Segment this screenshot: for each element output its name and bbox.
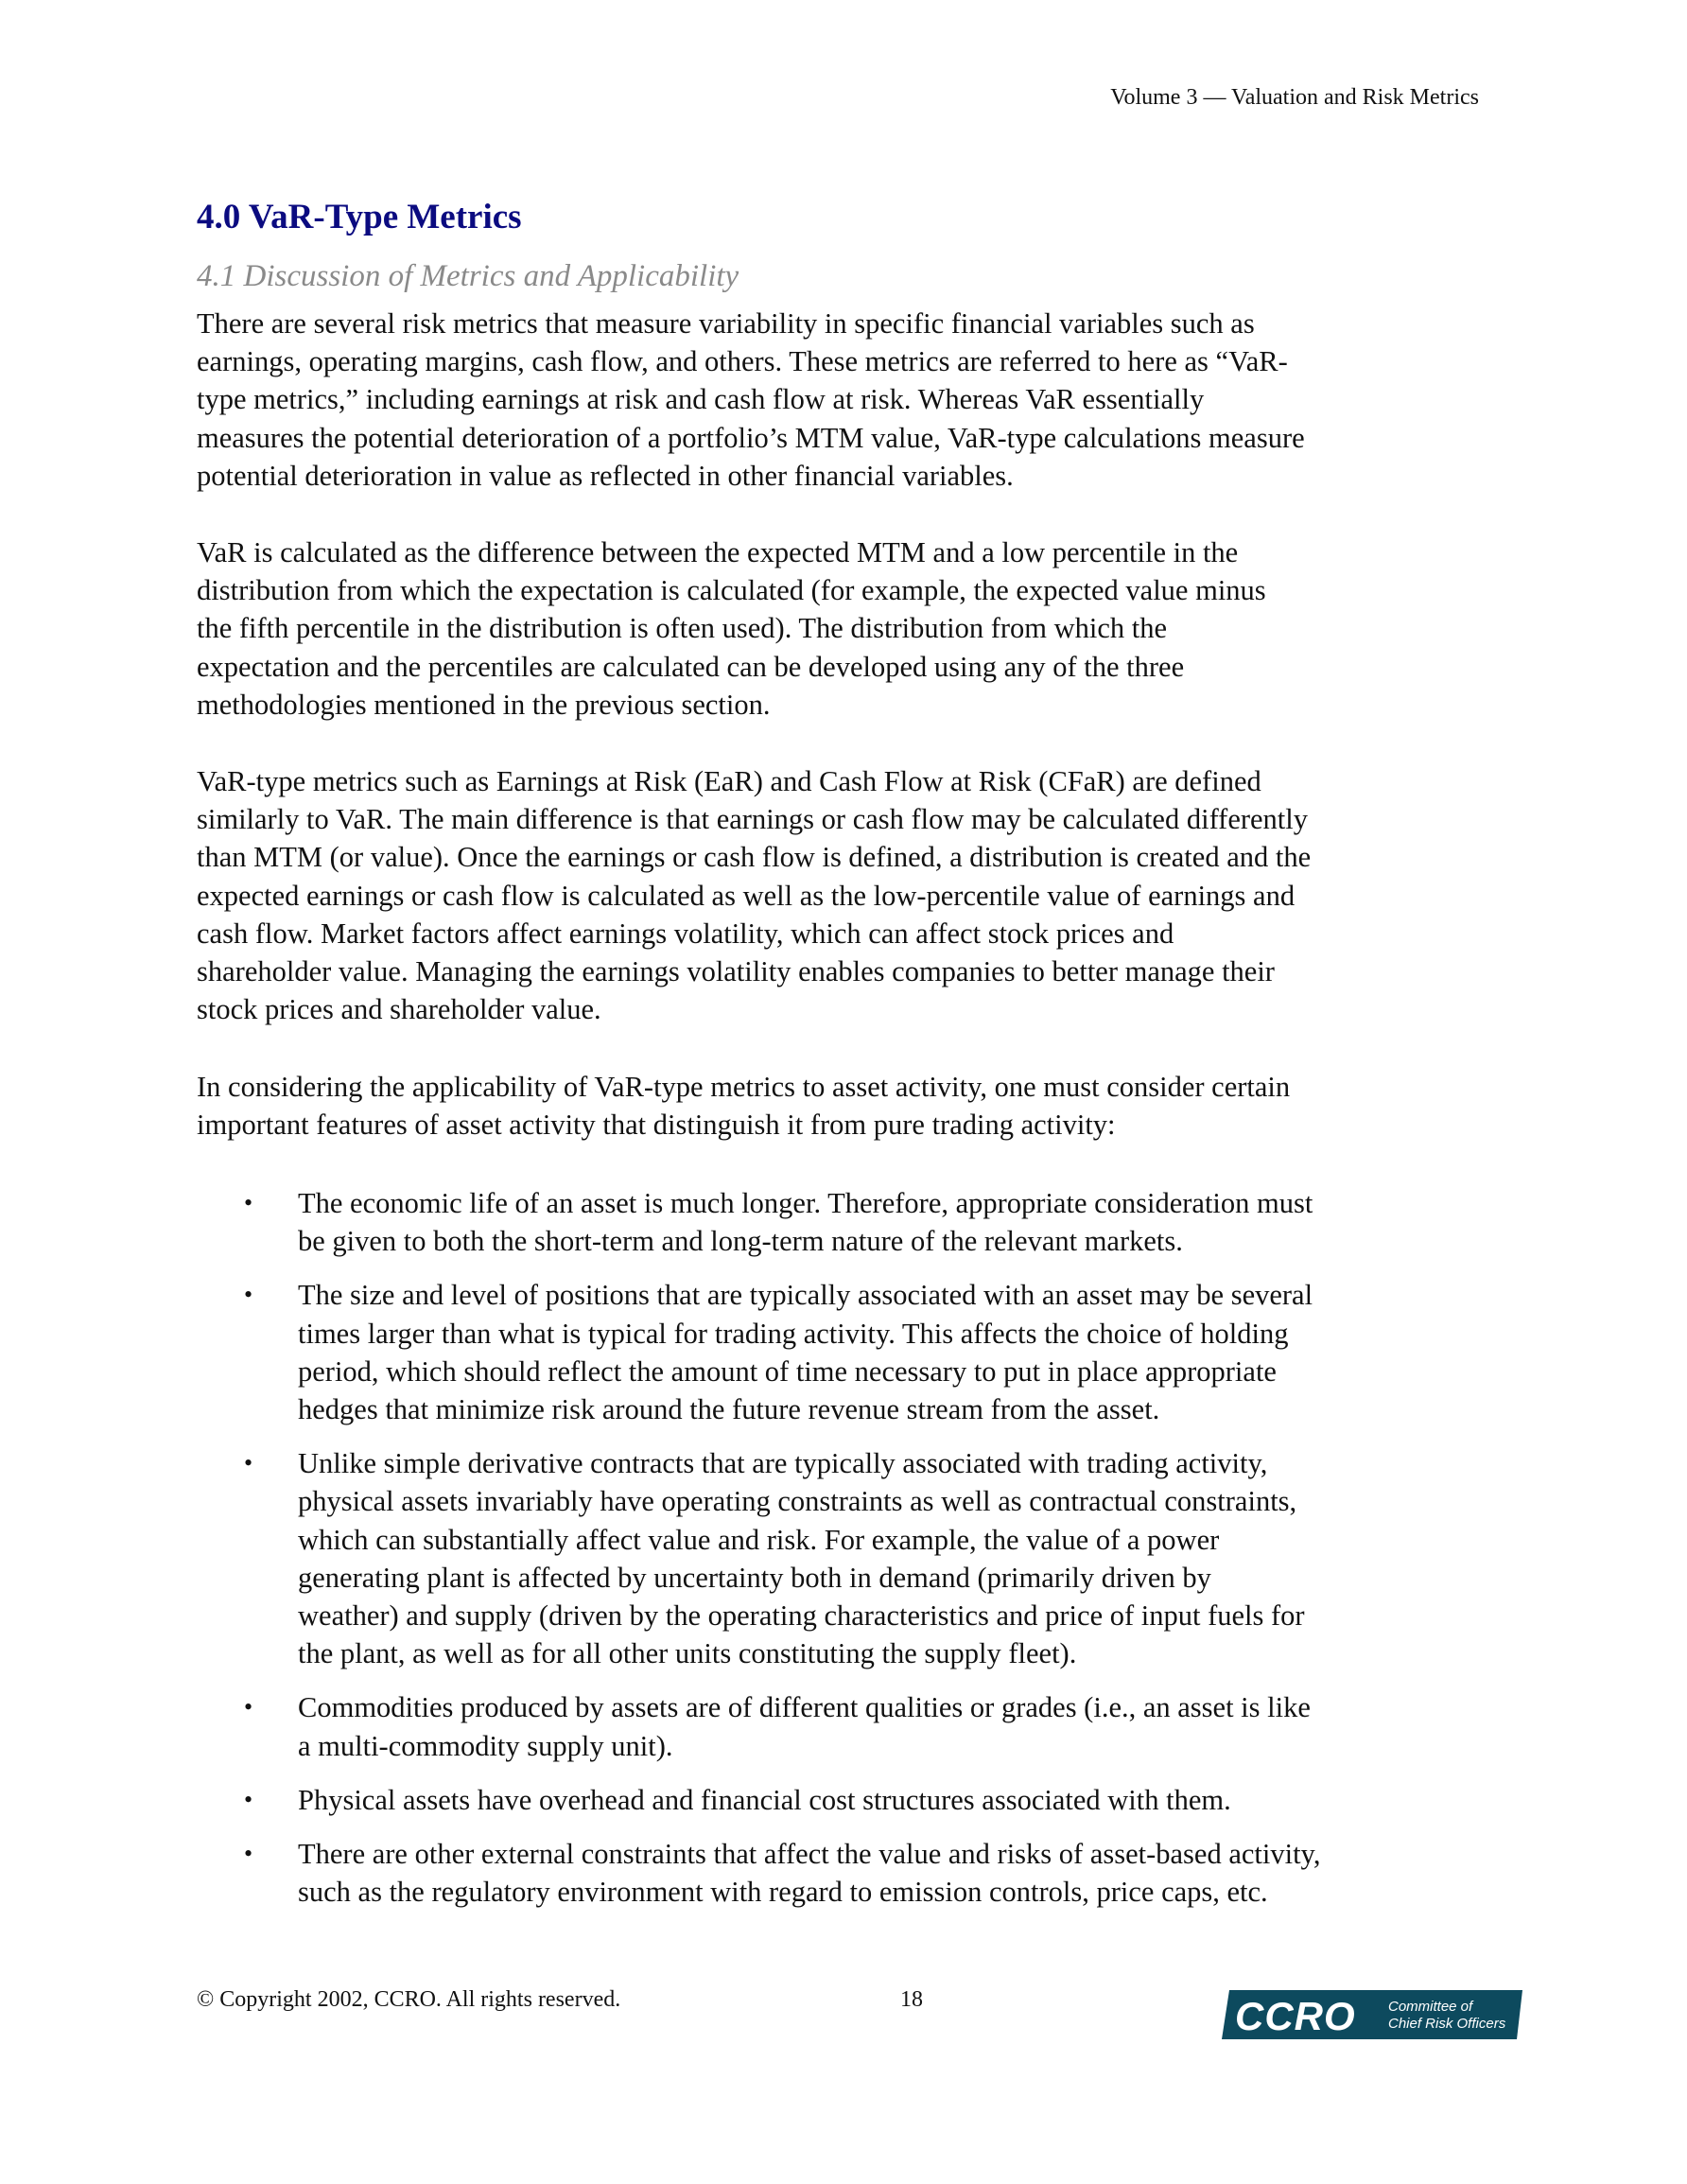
subsection-title: 4.1 Discussion of Metrics and Applicability (197, 259, 739, 293)
text-line: similarly to VaR. The main difference is that earnings or cash flow may be calculated differently (197, 803, 1309, 836)
text-line: shareholder value. Managing the earnings volatility enables companies to better manage their (197, 955, 1275, 988)
bullet-icon: • (244, 1693, 253, 1721)
text-line: the plant, as well as for all other units constituting the supply fleet). (298, 1637, 1077, 1670)
text-line: Physical assets have overhead and financial cost structures associated with them. (298, 1783, 1231, 1816)
text-line: distribution from which the expectation is calculated (for example, the expected value minus (197, 574, 1266, 607)
text-line: than MTM (or value). Once the earnings or cash flow is defined, a distribution is created and the (197, 841, 1312, 874)
text-line: In considering the applicability of VaR-type metrics to asset activity, one must consider certain (197, 1071, 1291, 1103)
text-line: important features of asset activity that distinguish it from pure trading activity: (197, 1109, 1116, 1142)
text-line: cash flow. Market factors affect earnings volatility, which can affect stock prices and (197, 917, 1174, 950)
text-line: be given to both the short-term and long-term nature of the relevant markets. (298, 1225, 1183, 1258)
text-line: methodologies mentioned in the previous section. (197, 688, 771, 721)
list-item (197, 1835, 1492, 1911)
text-line: expected earnings or cash flow is calculated as well as the low-percentile value of earnings and (197, 879, 1296, 912)
text-line: earnings, operating margins, cash flow, and others. These metrics are referred to here as “VaR- (197, 345, 1288, 378)
text-line: There are several risk metrics that measure variability in specific financial variables such as (197, 307, 1255, 340)
logo-mark: CCRO (1235, 1994, 1356, 2038)
text-line: physical assets invariably have operating constraints as well as contractual constraints, (298, 1485, 1297, 1518)
logo-line1: Committee of (1388, 1999, 1473, 2015)
text-line: the fifth percentile in the distribution is often used). The distribution from which the (197, 612, 1168, 645)
text-line: The size and level of positions that are typically associated with an asset may be several (298, 1279, 1313, 1312)
text-line: hedges that minimize risk around the future revenue stream from the asset. (298, 1393, 1160, 1426)
text-line: There are other external constraints that affect the value and risks of asset-based activity, (298, 1838, 1321, 1871)
text-line: times larger than what is typical for trading activity. This affects the choice of holding (298, 1317, 1289, 1350)
text-line: Commodities produced by assets are of different qualities or grades (i.e., an asset is like (298, 1691, 1311, 1724)
text-line: stock prices and shareholder value. (197, 993, 601, 1026)
text-line: weather) and supply (driven by the operating characteristics and price of input fuels for (298, 1599, 1305, 1633)
list-item (197, 1276, 1492, 1428)
ccro-logo (1222, 1990, 1522, 2039)
list-item (197, 1184, 1492, 1260)
bullet-icon: • (244, 1785, 253, 1813)
logo-line2: Chief Risk Officers (1388, 2016, 1506, 2032)
text-line: such as the regulatory environment with regard to emission controls, price caps, etc. (298, 1876, 1268, 1909)
paragraph-3 (197, 762, 1492, 1028)
paragraph-4 (197, 1068, 1492, 1144)
bullet-icon: • (244, 1281, 253, 1309)
paragraph-2 (197, 533, 1492, 724)
bullet-icon: • (244, 1449, 253, 1477)
text-line: a multi-commodity supply unit). (298, 1729, 673, 1762)
text-line: potential deterioration in value as reflected in other financial variables. (197, 459, 1014, 492)
text-line: type metrics,” including earnings at risk and cash flow at risk. Whereas VaR essentially (197, 383, 1205, 416)
text-line: expectation and the percentiles are calculated can be developed using any of the three (197, 650, 1185, 683)
paragraph-1 (197, 305, 1492, 495)
bullet-list (197, 1184, 1492, 1927)
text-line: generating plant is affected by uncertainty both in demand (primarily driven by (298, 1561, 1211, 1594)
section-title: 4.0 VaR-Type Metrics (197, 198, 522, 236)
text-line: Unlike simple derivative contracts that are typically associated with trading activity, (298, 1447, 1268, 1480)
list-item (197, 1444, 1492, 1672)
text-line: The economic life of an asset is much longer. Therefore, appropriate consideration must (298, 1187, 1313, 1219)
page-number: 18 (900, 1987, 923, 2012)
running-header: Volume 3 — Valuation and Risk Metrics (1110, 85, 1479, 110)
text-line: which can substantially affect value and risk. For example, the value of a power (298, 1523, 1220, 1556)
list-item (197, 1781, 1492, 1819)
text-line: measures the potential deterioration of a portfolio’s MTM value, VaR-type calculations measure (197, 421, 1305, 454)
bullet-icon: • (244, 1840, 253, 1868)
list-item (197, 1688, 1492, 1764)
footer-copyright: © Copyright 2002, CCRO. All rights reserved. (197, 1987, 621, 2012)
text-line: VaR-type metrics such as Earnings at Risk (EaR) and Cash Flow at Risk (CFaR) are defined (197, 765, 1261, 797)
text-line: VaR is calculated as the difference between the expected MTM and a low percentile in the (197, 536, 1239, 568)
text-line: period, which should reflect the amount of time necessary to put in place appropriate (298, 1354, 1277, 1388)
bullet-icon: • (244, 1189, 253, 1216)
